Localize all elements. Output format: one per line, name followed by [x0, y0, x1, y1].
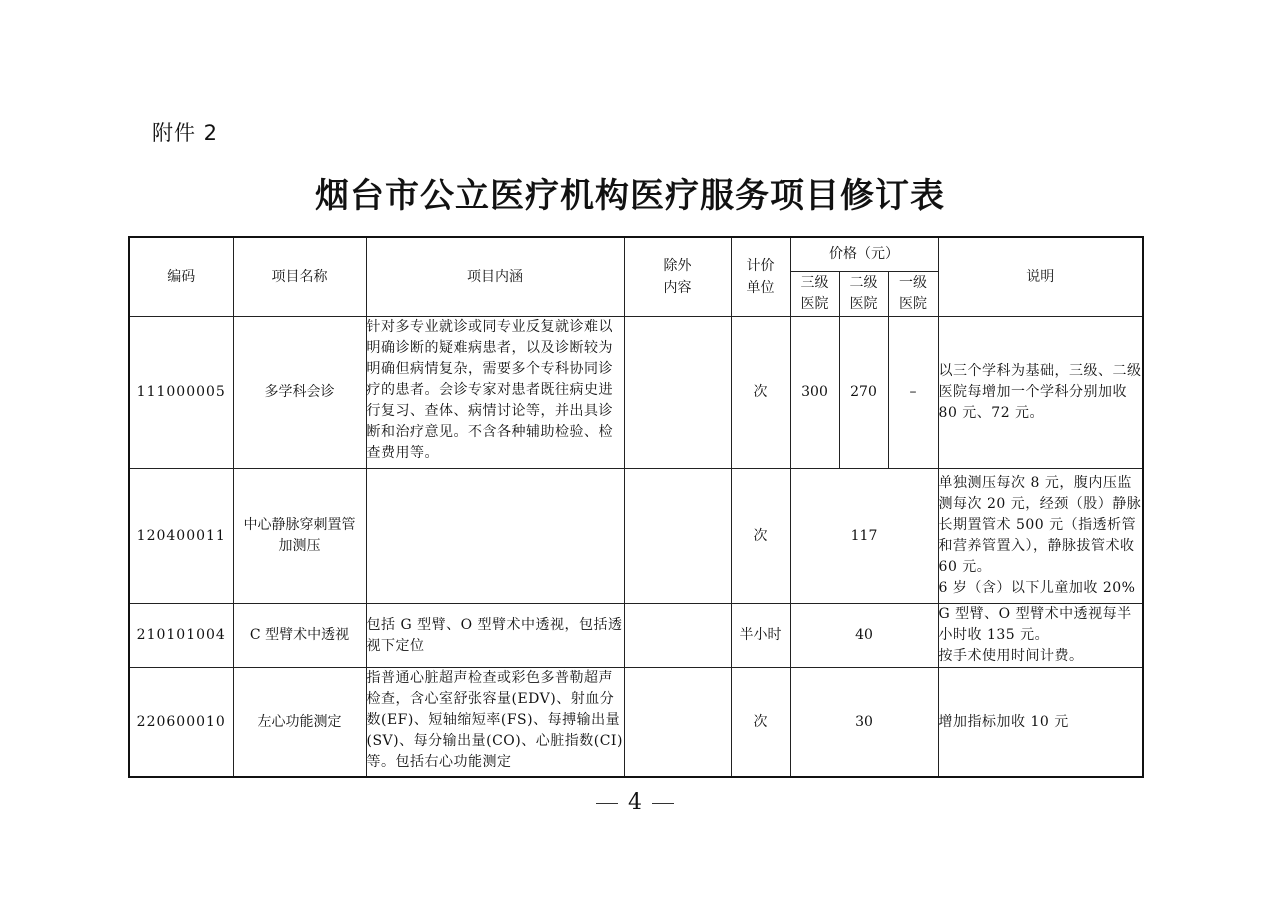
row-price-level2: 270	[839, 317, 888, 469]
header-level1: 一级 医院	[888, 272, 938, 317]
header-row	[129, 237, 1143, 272]
header-level3: 三级 医院	[790, 272, 839, 317]
header-content: 项目内涵	[366, 237, 624, 317]
table-row	[129, 604, 1143, 668]
page-number-value: 4	[628, 790, 642, 815]
row-exclusions	[624, 317, 731, 469]
row-code: 111000005	[129, 317, 233, 469]
row-exclusions	[624, 469, 731, 604]
header-level2: 二级 医院	[839, 272, 888, 317]
header-name: 项目名称	[233, 237, 366, 317]
row-notes: 以三个学科为基础，三级、二级医院每增加一个学科分别加收 80 元、72 元。	[938, 317, 1143, 469]
row-code: 210101004	[129, 604, 233, 668]
row-unit: 半小时	[731, 604, 790, 668]
row-name: C 型臂术中透视	[233, 604, 366, 668]
row-name: 多学科会诊	[233, 317, 366, 469]
row-price-level1: –	[888, 317, 938, 469]
row-name: 左心功能测定	[233, 668, 366, 778]
row-content	[366, 469, 624, 604]
row-code: 120400011	[129, 469, 233, 604]
row-price: 40	[790, 604, 938, 668]
header-code: 编码	[129, 237, 233, 317]
row-notes: 单独测压每次 8 元，腹内压监测每次 20 元，经颈（股）静脉长期置管术 500 元（指透析管和营养管置入），静脉拔管术收 60 元。 6 岁（含）以下儿童加收 20%	[938, 469, 1143, 604]
row-price: 30	[790, 668, 938, 778]
table-row	[129, 469, 1143, 604]
row-unit: 次	[731, 668, 790, 778]
row-code: 220600010	[129, 668, 233, 778]
document-title: 烟台市公立医疗机构医疗服务项目修订表	[315, 176, 945, 216]
page-number	[0, 790, 1270, 815]
table-row	[129, 317, 1143, 469]
header-exclusions: 除外 内容	[624, 237, 731, 317]
row-price: 117	[790, 469, 938, 604]
row-content: 指普通心脏超声检查或彩色多普勒超声检查，含心室舒张容量(EDV)、射血分数(EF)、短轴缩短率(FS)、每搏输出量(SV)、每分输出量(CO)、心脏指数(CI)等。包括右心功能测定	[366, 668, 624, 778]
fee-revision-table	[128, 236, 1144, 778]
row-name: 中心静脉穿刺置管加测压	[233, 469, 366, 604]
header-price: 价格（元）	[790, 237, 938, 272]
row-notes: G 型臂、O 型臂术中透视每半小时收 135 元。 按手术使用时间计费。	[938, 604, 1143, 668]
row-content: 针对多专业就诊或同专业反复就诊难以明确诊断的疑难病患者，以及诊断较为明确但病情复杂，需要多个专科协同诊疗的患者。会诊专家对患者既往病史进行复习、查体、病情讨论等，并出具诊断和治疗意见。不含各种辅助检验、检查费用等。	[366, 317, 624, 469]
page-number-dash-left	[596, 803, 618, 804]
table-row	[129, 668, 1143, 778]
row-notes: 增加指标加收 10 元	[938, 668, 1143, 778]
row-price-level3: 300	[790, 317, 839, 469]
row-unit: 次	[731, 469, 790, 604]
row-exclusions	[624, 604, 731, 668]
header-notes: 说明	[938, 237, 1143, 317]
row-exclusions	[624, 668, 731, 778]
page-number-dash-right	[652, 803, 674, 804]
row-content: 包括 G 型臂、O 型臂术中透视，包括透视下定位	[366, 604, 624, 668]
header-unit: 计价 单位	[731, 237, 790, 317]
attachment-label: 附件 2	[152, 121, 219, 145]
row-unit: 次	[731, 317, 790, 469]
